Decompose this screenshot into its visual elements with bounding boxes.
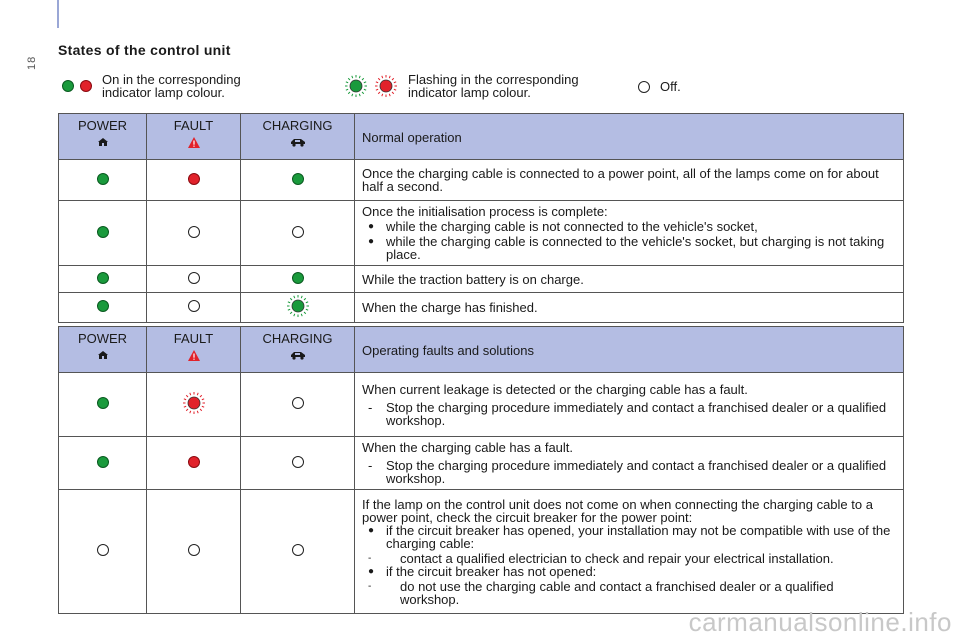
red-lamp-icon: [188, 173, 200, 185]
off-lamp-icon: [97, 544, 109, 556]
charging-header: CHARGING: [241, 114, 355, 160]
legend-on: [62, 73, 241, 99]
row-description: When the charge has finished.: [355, 293, 904, 323]
off-lamp-icon: [292, 397, 304, 409]
off-lamp-icon: [188, 300, 200, 312]
legend-off: [638, 80, 681, 93]
power-header: POWER: [59, 327, 147, 373]
charging-lamp: [241, 373, 355, 437]
car-icon: [290, 350, 306, 360]
fault-header: FAULT: [147, 114, 241, 160]
table-row: [59, 266, 904, 293]
fault-lamp: [147, 437, 241, 490]
list-item: - contact a qualified electrician to check and repair your electrical installation.: [362, 552, 895, 565]
off-lamp-icon: [292, 456, 304, 468]
fault-lamp: [147, 373, 241, 437]
list-item: ● while the charging cable is connected to the vehicle's socket, but charging is not taking place.: [362, 235, 895, 261]
row-intro: If the lamp on the control unit does not come on when connecting the charging cable to a power point, check the circuit breaker for the power point:: [362, 496, 873, 525]
table-row: [59, 293, 904, 323]
off-lamp-icon: [638, 81, 650, 93]
green-flashing-lamp-icon: [344, 74, 368, 98]
green-lamp-icon: [97, 300, 109, 312]
power-header: POWER: [59, 114, 147, 160]
green-lamp-icon: [62, 80, 74, 92]
charging-header: CHARGING: [241, 327, 355, 373]
row-description: Once the charging cable is connected to a power point, all of the lamps come on for about half a second.: [355, 160, 904, 201]
charging-lamp: [241, 201, 355, 266]
green-flashing-lamp-icon: [286, 294, 310, 318]
charging-lamp: [241, 490, 355, 614]
red-flashing-lamp-icon: [374, 74, 398, 98]
charging-lamp: [241, 160, 355, 201]
table-row: [59, 490, 904, 614]
power-lamp: [59, 160, 147, 201]
fault-lamp: [147, 490, 241, 614]
legend-off-label: Off.: [660, 79, 681, 94]
table-header-row: [59, 114, 904, 160]
legend-flash: [344, 73, 579, 99]
off-lamp-icon: [188, 272, 200, 284]
off-lamp-icon: [292, 544, 304, 556]
list-item: - Stop the charging procedure immediately and contact a franchised dealer or a qualified workshop.: [362, 401, 895, 427]
watermark: carmanualsonline.info: [688, 607, 952, 637]
power-lamp: [59, 266, 147, 293]
house-icon: [97, 137, 109, 147]
table-row: [59, 201, 904, 266]
list-item: - do not use the charging cable and contact a franchised dealer or a qualified workshop.: [362, 580, 895, 606]
row-intro: When the charging cable has a fault.: [362, 440, 574, 455]
green-lamp-icon: [292, 272, 304, 284]
power-lamp: [59, 437, 147, 490]
green-lamp-icon: [97, 173, 109, 185]
row-description: While the traction battery is on charge.: [355, 266, 904, 293]
green-lamp-icon: [97, 456, 109, 468]
power-lamp: [59, 373, 147, 437]
row-description: [355, 437, 904, 490]
red-flashing-lamp-icon: [182, 391, 206, 415]
off-lamp-icon: [188, 544, 200, 556]
list-item: ● while the charging cable is not connected to the vehicle's socket,: [362, 220, 895, 233]
operating-faults-table: [58, 326, 904, 614]
green-lamp-icon: [97, 397, 109, 409]
normal-operation-header: Normal operation: [355, 114, 904, 160]
list-item: - Stop the charging procedure immediately and contact a franchised dealer or a qualified workshop.: [362, 459, 895, 485]
power-lamp: [59, 490, 147, 614]
row-intro: When current leakage is detected or the charging cable has a fault.: [362, 381, 748, 397]
list-item: ● if the circuit breaker has not opened: - do not use the charging cable and contact a franchised dealer or a qualified workshop.: [362, 565, 895, 606]
table-row: [59, 160, 904, 201]
green-lamp-icon: [97, 272, 109, 284]
warning-triangle-icon: [188, 137, 200, 148]
red-lamp-icon: [80, 80, 92, 92]
charging-lamp: [241, 266, 355, 293]
row-description: [355, 373, 904, 437]
row-description: [355, 490, 904, 614]
table-header-row: [59, 327, 904, 373]
fault-lamp: [147, 266, 241, 293]
operating-faults-header: Operating faults and solutions: [355, 327, 904, 373]
off-lamp-icon: [188, 226, 200, 238]
green-lamp-icon: [97, 226, 109, 238]
row-intro: Once the initialisation process is complete:: [362, 204, 608, 219]
fault-lamp: [147, 160, 241, 201]
page-number: 18: [26, 55, 38, 70]
fault-lamp: [147, 293, 241, 323]
table-row: [59, 437, 904, 490]
fault-header: FAULT: [147, 327, 241, 373]
house-icon: [97, 350, 109, 360]
car-icon: [290, 137, 306, 147]
legend-flash-label: Flashing in the corresponding indicator lamp colour.: [408, 72, 579, 100]
row-description: [355, 201, 904, 266]
list-item: ● if the circuit breaker has opened, your installation may not be compatible with use of the charging cable: - contact a qualified electrician to check and repair your electrical installation.: [362, 524, 895, 565]
legend-on-label: On in the corresponding indicator lamp colour.: [102, 72, 241, 100]
normal-operation-table: [58, 113, 904, 323]
power-lamp: [59, 293, 147, 323]
red-lamp-icon: [188, 456, 200, 468]
green-lamp-icon: [292, 173, 304, 185]
charging-lamp: [241, 293, 355, 323]
table-row: [59, 373, 904, 437]
page-title: States of the control unit: [58, 42, 231, 58]
power-lamp: [59, 201, 147, 266]
charging-lamp: [241, 437, 355, 490]
margin-rule: [57, 0, 59, 28]
off-lamp-icon: [292, 226, 304, 238]
fault-lamp: [147, 201, 241, 266]
warning-triangle-icon: [188, 350, 200, 361]
